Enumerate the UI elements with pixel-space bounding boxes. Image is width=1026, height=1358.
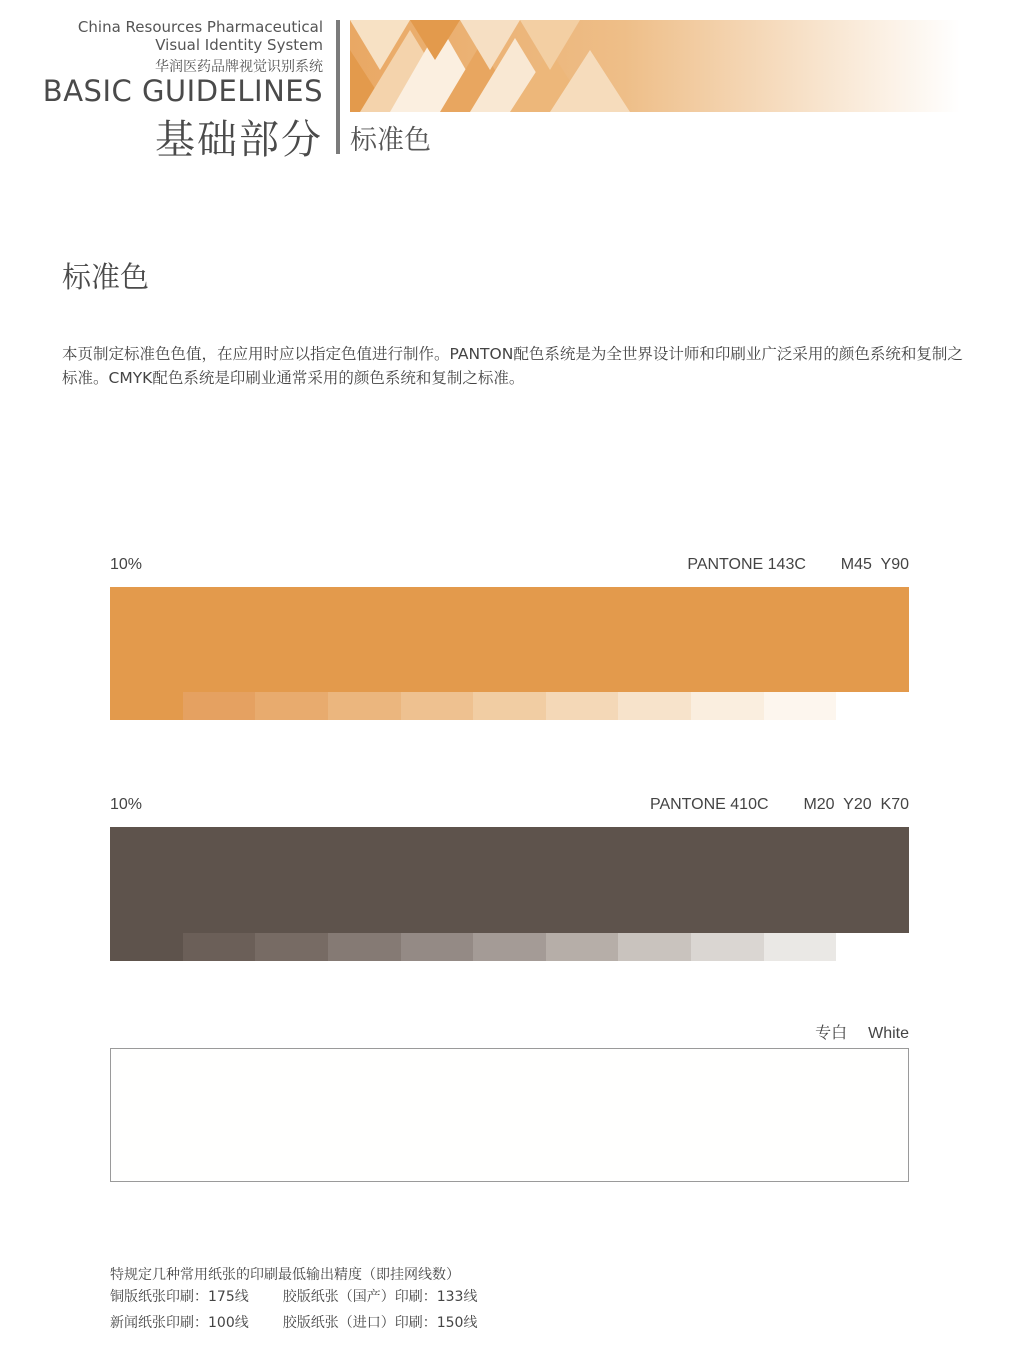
color1-tint-9	[764, 692, 837, 720]
color2-tint-10	[836, 933, 909, 961]
color1-spec	[687, 556, 909, 574]
color1-tint-strip	[110, 692, 909, 720]
color1-pantone: PANTONE 143C	[687, 556, 806, 573]
white-swatch	[110, 1048, 909, 1182]
color2-tint-7	[618, 933, 691, 961]
color1-tint-4	[401, 692, 474, 720]
header-basic-cn: 基础部分	[155, 117, 323, 163]
white-label	[815, 1020, 909, 1043]
color2-spec	[650, 796, 909, 814]
color2-percent: 10%	[110, 796, 143, 813]
footer-row2	[110, 1286, 477, 1306]
color1-tint-7	[618, 692, 691, 720]
color1-tint-2	[255, 692, 328, 720]
color1-tint-3	[328, 692, 401, 720]
color1-percent: 10%	[110, 556, 143, 573]
color2-tint-3	[328, 933, 401, 961]
footer-newsprint: 新闻纸张印刷：100线	[110, 1315, 249, 1331]
white-label-en: White	[868, 1025, 909, 1042]
color2-tint-1	[183, 933, 256, 961]
footer-row3	[110, 1312, 477, 1332]
color1-tint-5	[473, 692, 546, 720]
header-divider	[336, 20, 340, 154]
color2-tint-0	[110, 933, 183, 961]
color2-pantone: PANTONE 410C	[649, 796, 769, 813]
color1-cmyk: M45 Y90	[840, 556, 909, 573]
color2-tint-8	[691, 933, 764, 961]
header-triangle-pattern	[350, 20, 960, 112]
header-basic-guidelines: BASIC GUIDELINES	[42, 74, 323, 108]
header-brand-en-line1: China Resources Pharmaceutical	[77, 18, 323, 36]
white-label-cn: 专白	[815, 1025, 848, 1042]
footer-coated: 铜版纸张印刷：175线	[110, 1289, 249, 1305]
color2-tint-5	[473, 933, 546, 961]
color2-tint-4	[401, 933, 474, 961]
header-brand-cn: 华润医药品牌视觉识别系统	[155, 59, 323, 75]
color2-tint-9	[764, 933, 837, 961]
color2-swatch	[110, 827, 909, 933]
color2-tint-2	[255, 933, 328, 961]
color1-tint-1	[183, 692, 256, 720]
header-section-title: 标准色	[350, 125, 431, 156]
header-brand-en-line2: Visual Identity System	[155, 36, 323, 54]
color1-tint-6	[546, 692, 619, 720]
footer-offset-imported: 胶版纸张（进口）印刷：150线	[282, 1315, 478, 1331]
page-title: 标准色	[62, 260, 150, 294]
footer-line1: 特规定几种常用纸张的印刷最低输出精度（即挂网线数）	[110, 1267, 460, 1283]
color1-tint-0	[110, 692, 183, 720]
color1-swatch	[110, 587, 909, 692]
color1-tint-10	[836, 692, 909, 720]
color2-tint-6	[546, 933, 619, 961]
color2-tint-strip	[110, 933, 909, 961]
intro-paragraph: 本页制定标准色色值，在应用时应以指定色值进行制作。PANTON配色系统是为全世界设计师和印刷业广泛采用的颜色系统和复制之标准。CMYK配色系统是印刷业通常采用的颜色系统和复制之标准。	[62, 345, 963, 387]
color1-tint-8	[691, 692, 764, 720]
color2-cmyk: M20 Y20 K70	[803, 796, 909, 813]
footer-offset-domestic: 胶版纸张（国产）印刷：133线	[282, 1289, 478, 1305]
